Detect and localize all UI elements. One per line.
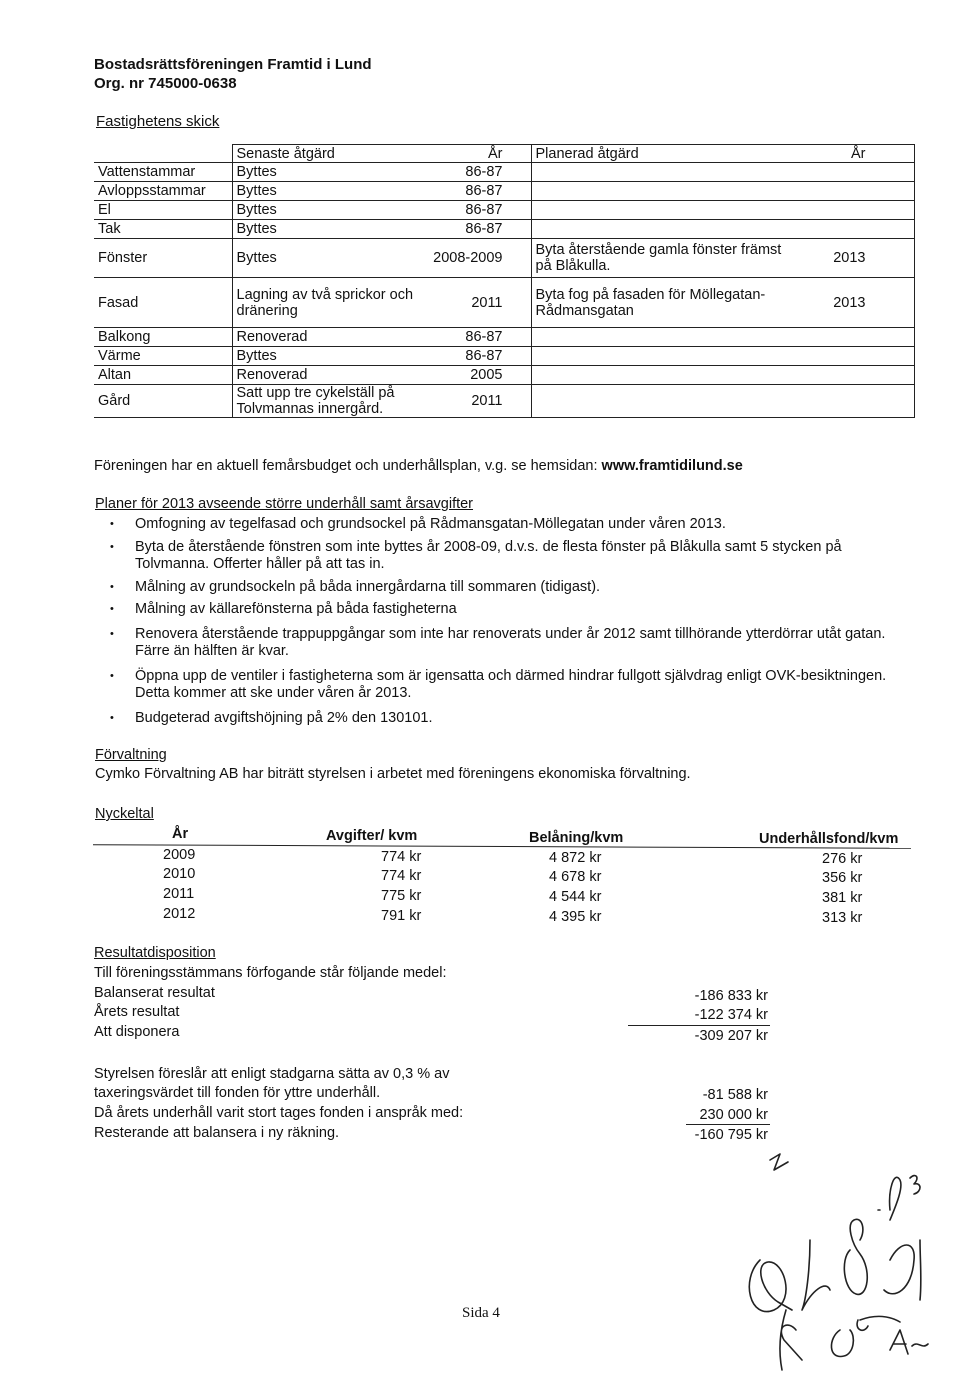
proposal-label: Då årets underhåll varit stort tages fonden i anspråk med: [94,1105,464,1121]
table-cell [804,347,914,366]
table-cell: 2005 [427,366,531,385]
header-cell [94,145,232,163]
list-item: • Renovera återstående trappuppgångar som inte har renoverats under år 2012 samt tillhörande ytterdörrar utåt gatan. Färre än hälften är kvar. [110,626,900,660]
kf-cell: 2010 [163,866,196,882]
result-value: -122 374 kr [694,1007,768,1023]
budget-note [94,458,743,474]
table-row [94,385,914,418]
proposal-value: 230 000 kr [699,1107,768,1123]
org-number: Org. nr 745000-0638 [94,75,237,92]
table-row [94,347,914,366]
table-row [94,278,914,328]
table-cell: 86-87 [427,182,531,201]
kf-cell: 4 544 kr [549,889,602,905]
table-cell [804,220,914,239]
proposal-value: -160 795 kr [694,1127,768,1143]
kf-cell: 276 kr [822,851,863,867]
result-label: Årets resultat [94,1004,180,1020]
table-row [94,163,914,182]
table-cell [531,385,804,418]
kf-cell: 2009 [163,847,196,863]
table-row [94,366,914,385]
table-cell: Balkong [94,328,232,347]
kf-header-year: År [172,826,189,842]
table-cell: Avloppsstammar [94,182,232,201]
table-cell [531,220,804,239]
kf-cell: 313 kr [822,910,863,926]
table-cell: 86-87 [427,347,531,366]
signatures-image [740,1140,950,1380]
table-cell: 2013 [804,278,914,328]
management-text: Cymko Förvaltning AB har biträtt styrelsen i arbetet med föreningens ekonomiska förvaltning. [95,766,691,782]
table-cell [531,347,804,366]
table-cell: 86-87 [427,328,531,347]
table-cell: Gård [94,385,232,418]
key-figures-title: Nyckeltal [95,806,154,822]
kf-cell: 774 kr [381,868,422,884]
table-cell [531,163,804,182]
table-row [94,182,914,201]
table-cell: Byta återstående gamla fönster främst på Blåkulla. [531,239,804,278]
proposal-label: Styrelsen föreslår att enligt stadgarna sätta av 0,3 % av [94,1066,450,1082]
table-cell: 2008-2009 [427,239,531,278]
list-item: • Omfogning av tegelfasad och grundsockel på Rådmansgatan-Möllegatan under våren 2013. [110,516,900,533]
table-row [94,239,914,278]
table-cell: Byttes [232,347,427,366]
table-cell: 2013 [804,239,914,278]
sum-rule [628,1025,770,1026]
list-item: • Målning av källarefönsterna på båda fastigheterna [110,601,900,618]
table-cell [531,328,804,347]
kf-cell: 4 678 kr [549,869,602,885]
table-cell: 2011 [427,278,531,328]
table-cell: Vattenstammar [94,163,232,182]
kf-header-loans: Belåning/kvm [529,830,624,846]
property-table-header [94,145,914,163]
kf-cell: 381 kr [822,890,863,906]
result-intro: Till föreningsstämmans förfogande står följande medel: [94,965,447,981]
kf-header-fees: Avgifter/ kvm [326,828,418,844]
kf-cell: 774 kr [381,849,422,865]
header-cell: Senaste åtgärd [232,145,427,163]
table-row [94,201,914,220]
table-cell [804,366,914,385]
list-item: • Budgeterad avgiftshöjning på 2% den 130101. [110,710,900,727]
header-cell: Planerad åtgärd [531,145,804,163]
table-cell: 86-87 [427,163,531,182]
kf-cell: 775 kr [381,888,422,904]
result-label: Att disponera [94,1024,180,1040]
budget-note-text: Föreningen har en aktuell femårsbudget och underhållsplan, v.g. se hemsidan: [94,458,602,474]
kf-cell: 2011 [163,886,195,902]
table-cell: Fönster [94,239,232,278]
table-cell: 86-87 [427,201,531,220]
plans-title: Planer för 2013 avseende större underhåll samt årsavgifter [95,496,474,512]
website-link[interactable]: www.framtidilund.se [601,458,743,474]
header-cell: År [427,145,531,163]
plans-list [110,516,900,727]
property-section-title: Fastighetens skick [96,113,220,130]
table-cell [531,201,804,220]
table-cell [804,201,914,220]
table-cell: Byttes [232,163,427,182]
table-cell: Renoverad [232,328,427,347]
list-item: • Öppna upp de ventiler i fastigheterna som är igensatta och därmed hindrar fullgott självdrag enligt OVK-besiktningen. Detta kommer att ske under våren år 2013. [110,668,900,702]
table-cell: 2011 [427,385,531,418]
kf-cell: 791 kr [381,908,422,924]
table-cell: 86-87 [427,220,531,239]
table-cell: Värme [94,347,232,366]
table-row [94,328,914,347]
table-cell: Renoverad [232,366,427,385]
kf-cell: 356 kr [822,870,863,886]
header-cell: År [804,145,914,163]
table-cell: Satt upp tre cykelställ på Tolvmannas innergård. [232,385,427,418]
property-table [94,144,915,418]
table-cell [804,163,914,182]
list-item: • Byta de återstående fönstren som inte byttes år 2008-09, d.v.s. de flesta fönster på Blåkulla samt 5 stycken på Tolvmanna. Offerter håller på att tas in. [110,539,900,573]
table-cell: Byttes [232,201,427,220]
kf-cell: 2012 [163,906,196,922]
proposal-label: taxeringsvärdet till fonden för yttre underhåll. [94,1085,381,1101]
table-row [94,220,914,239]
result-value: -309 207 kr [694,1028,768,1044]
table-cell: Fasad [94,278,232,328]
table-cell: Byttes [232,220,427,239]
table-cell: El [94,201,232,220]
table-cell [531,182,804,201]
table-cell: Lagning av två sprickor och dränering [232,278,427,328]
result-title: Resultatdisposition [94,945,216,961]
table-cell: Altan [94,366,232,385]
table-cell [531,366,804,385]
result-label: Balanserat resultat [94,985,215,1001]
management-title: Förvaltning [95,747,167,763]
result-value: -186 833 kr [694,988,768,1004]
table-cell: Byttes [232,239,427,278]
kf-cell: 4 872 kr [549,850,602,866]
table-cell: Tak [94,220,232,239]
page-number: Sida 4 [462,1305,500,1321]
kf-cell: 4 395 kr [549,909,602,925]
table-cell [804,328,914,347]
table-cell [804,182,914,201]
sum-rule [686,1124,770,1125]
proposal-value: -81 588 kr [702,1087,768,1103]
kf-header-fund: Underhållsfond/kvm [759,831,899,847]
list-item: • Målning av grundsockeln på båda innergårdarna till sommaren (tidigast). [110,579,900,596]
table-cell: Byta fog på fasaden för Möllegatan-Rådmansgatan [531,278,804,328]
table-cell: Byttes [232,182,427,201]
org-name: Bostadsrättsföreningen Framtid i Lund [94,56,372,73]
table-cell [804,385,914,418]
proposal-label: Resterande att balansera i ny räkning. [94,1125,340,1141]
